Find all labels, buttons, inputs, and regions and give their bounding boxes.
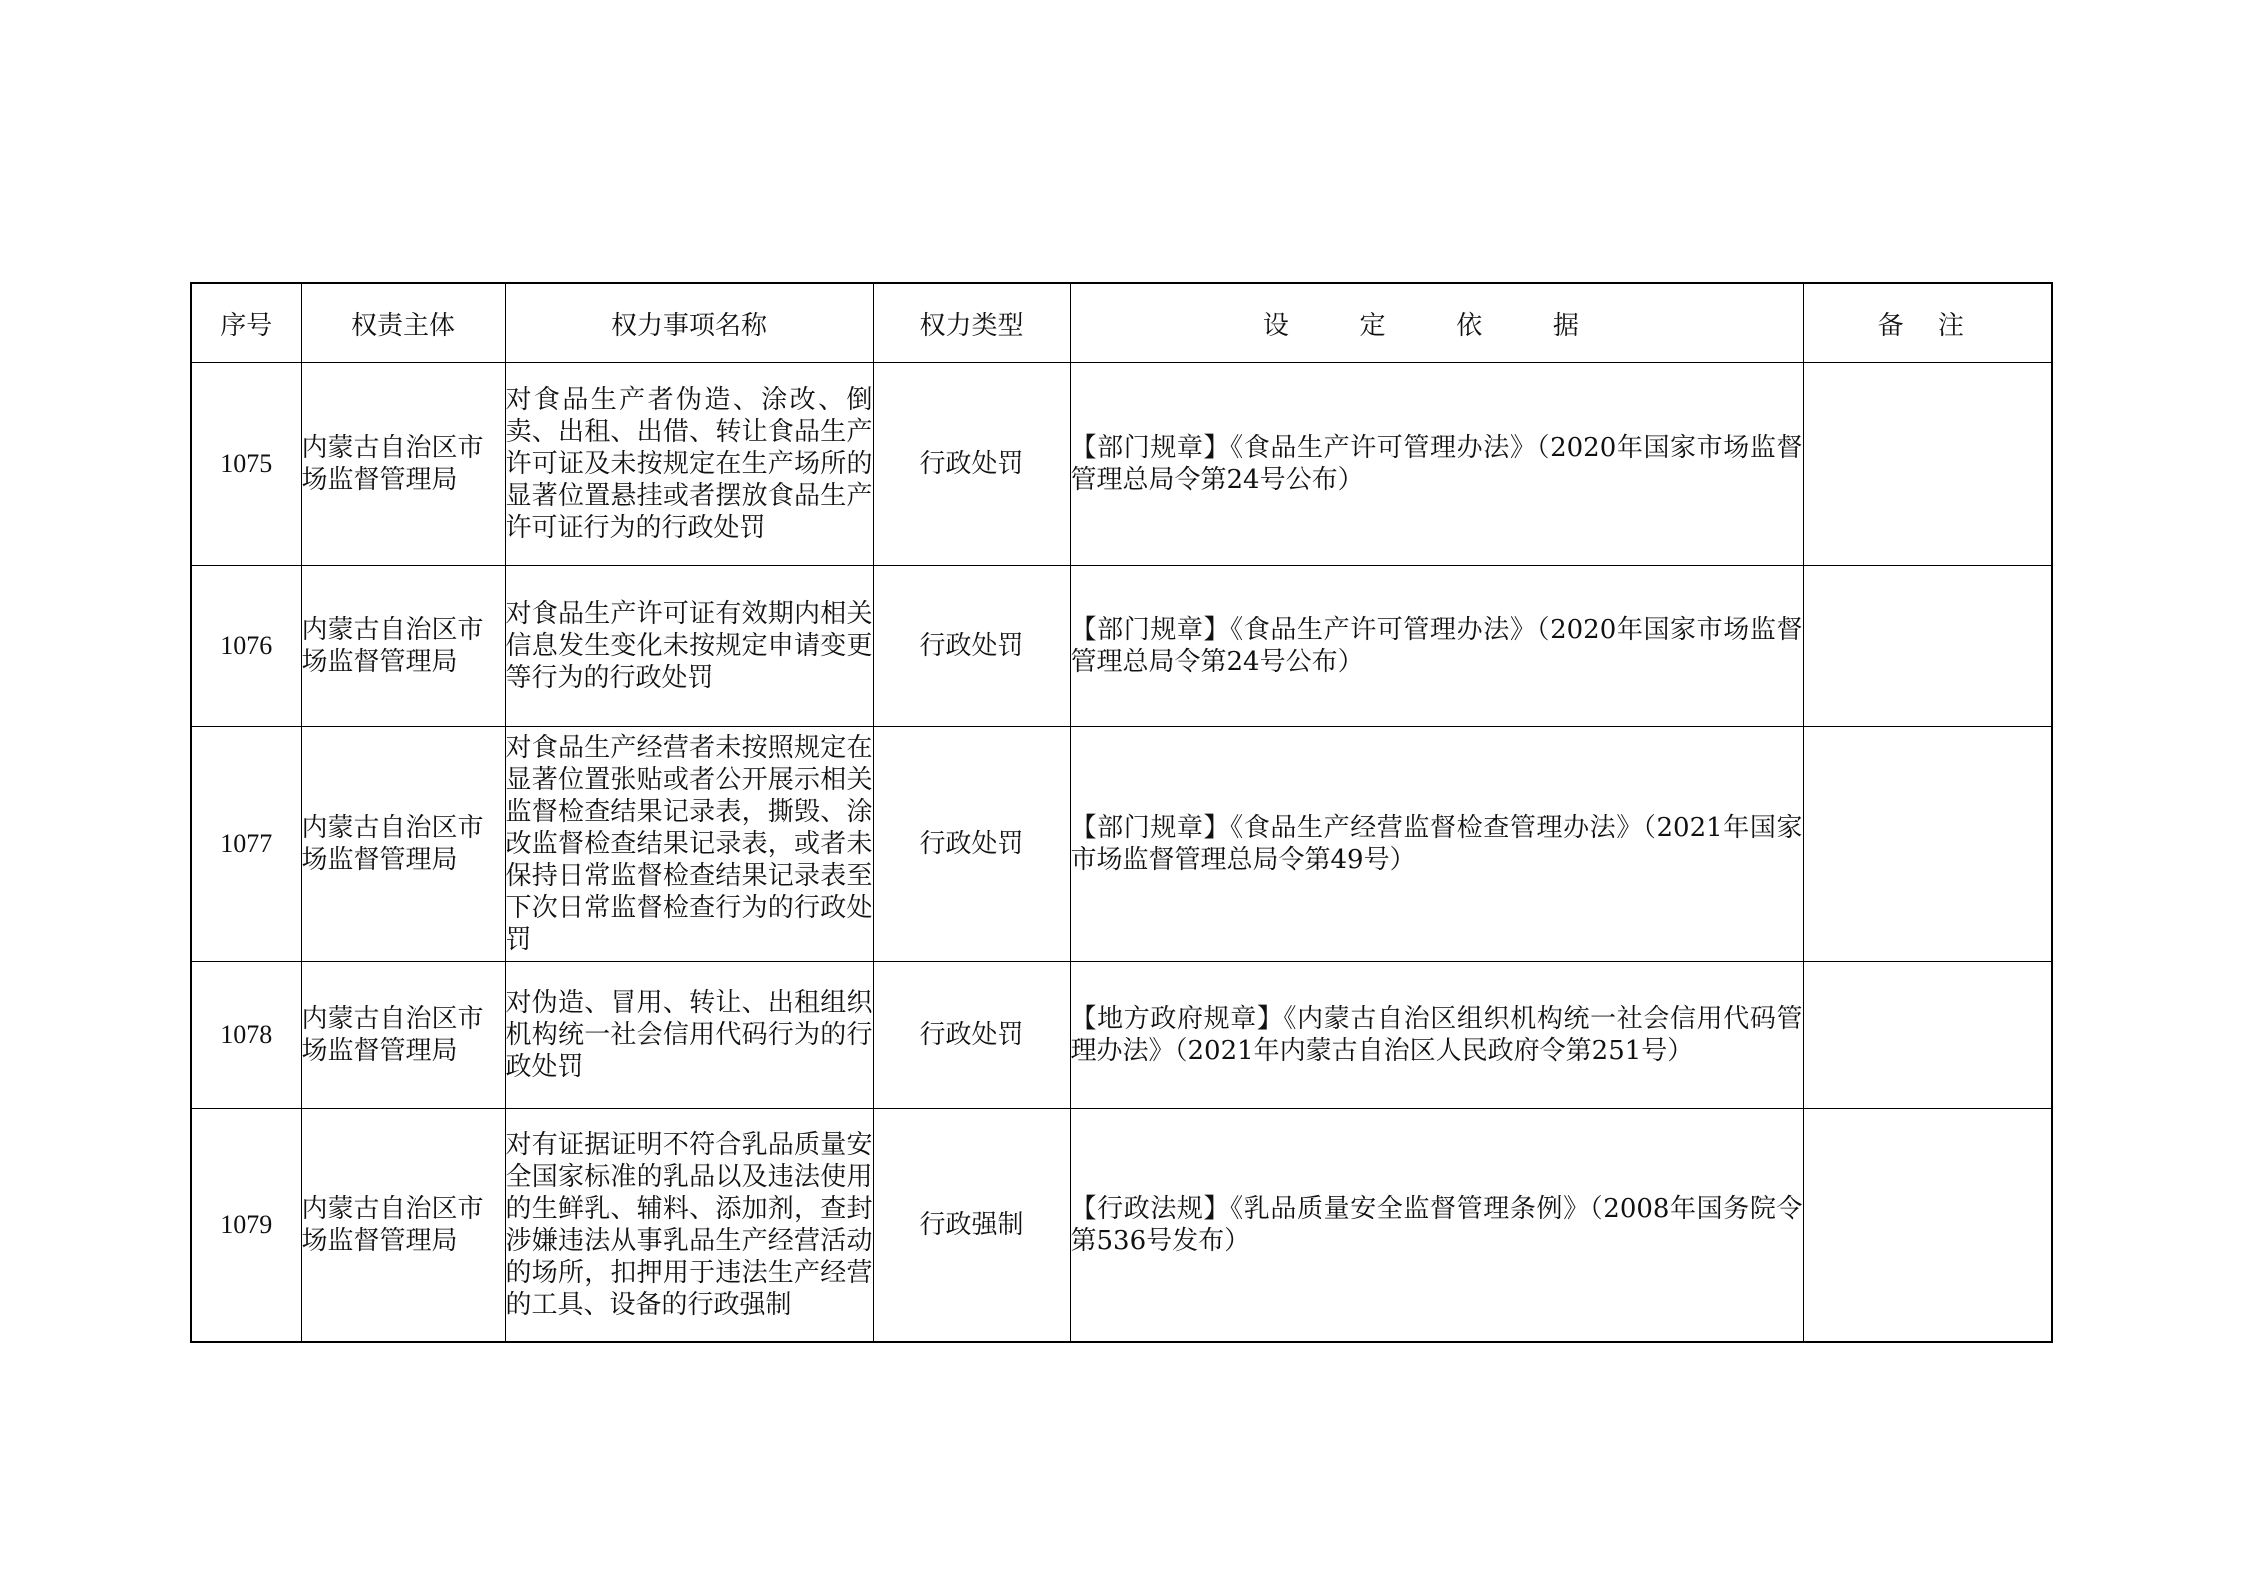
cell-item: 对伪造、冒用、转让、出租组织机构统一社会信用代码行为的行政处罚	[505, 962, 873, 1109]
cell-seq: 1077	[191, 727, 301, 962]
cell-subject: 内蒙古自治区市场监督管理局	[301, 962, 505, 1109]
cell-seq: 1079	[191, 1109, 301, 1343]
cell-type: 行政处罚	[873, 363, 1070, 566]
header-subject: 权责主体	[301, 283, 505, 363]
cell-remark	[1803, 566, 2052, 727]
cell-remark	[1803, 1109, 2052, 1343]
table-row	[191, 962, 2052, 1109]
cell-seq: 1078	[191, 962, 301, 1109]
cell-basis: 【行政法规】《乳品质量安全监督管理条例》（2008年国务院令第536号发布）	[1070, 1109, 1803, 1343]
header-item: 权力事项名称	[505, 283, 873, 363]
cell-subject: 内蒙古自治区市场监督管理局	[301, 566, 505, 727]
cell-subject: 内蒙古自治区市场监督管理局	[301, 1109, 505, 1343]
cell-type: 行政处罚	[873, 962, 1070, 1109]
header-seq: 序号	[191, 283, 301, 363]
cell-item: 对有证据证明不符合乳品质量安全国家标准的乳品以及违法使用的生鲜乳、辅料、添加剂，查封涉嫌违法从事乳品生产经营活动的场所，扣押用于违法生产经营的工具、设备的行政强制	[505, 1109, 873, 1343]
cell-item: 对食品生产者伪造、涂改、倒卖、出租、出借、转让食品生产许可证及未按规定在生产场所的显著位置悬挂或者摆放食品生产许可证行为的行政处罚	[505, 363, 873, 566]
cell-item: 对食品生产经营者未按照规定在显著位置张贴或者公开展示相关监督检查结果记录表，撕毁、涂改监督检查结果记录表，或者未保持日常监督检查结果记录表至下次日常监督检查行为的行政处罚	[505, 727, 873, 962]
cell-basis: 【部门规章】《食品生产许可管理办法》（2020年国家市场监督管理总局令第24号公布）	[1070, 566, 1803, 727]
cell-basis: 【部门规章】《食品生产许可管理办法》（2020年国家市场监督管理总局令第24号公布）	[1070, 363, 1803, 566]
table-header	[191, 283, 2052, 363]
cell-type: 行政处罚	[873, 727, 1070, 962]
cell-remark	[1803, 363, 2052, 566]
cell-subject: 内蒙古自治区市场监督管理局	[301, 363, 505, 566]
header-type: 权力类型	[873, 283, 1070, 363]
power-list-table	[190, 282, 2053, 1343]
cell-basis: 【部门规章】《食品生产经营监督检查管理办法》（2021年国家市场监督管理总局令第49号）	[1070, 727, 1803, 962]
header-basis: 设 定 依 据	[1070, 283, 1803, 363]
cell-type: 行政强制	[873, 1109, 1070, 1343]
table-row	[191, 363, 2052, 566]
header-remark: 备 注	[1803, 283, 2052, 363]
cell-subject: 内蒙古自治区市场监督管理局	[301, 727, 505, 962]
header-row	[191, 283, 2052, 363]
cell-remark	[1803, 962, 2052, 1109]
cell-type: 行政处罚	[873, 566, 1070, 727]
cell-remark	[1803, 727, 2052, 962]
table-row	[191, 1109, 2052, 1343]
table-row	[191, 727, 2052, 962]
cell-seq: 1076	[191, 566, 301, 727]
table-row	[191, 566, 2052, 727]
cell-seq: 1075	[191, 363, 301, 566]
cell-basis: 【地方政府规章】《内蒙古自治区组织机构统一社会信用代码管理办法》（2021年内蒙古自治区人民政府令第251号）	[1070, 962, 1803, 1109]
cell-item: 对食品生产许可证有效期内相关信息发生变化未按规定申请变更等行为的行政处罚	[505, 566, 873, 727]
table-body	[191, 363, 2052, 1343]
